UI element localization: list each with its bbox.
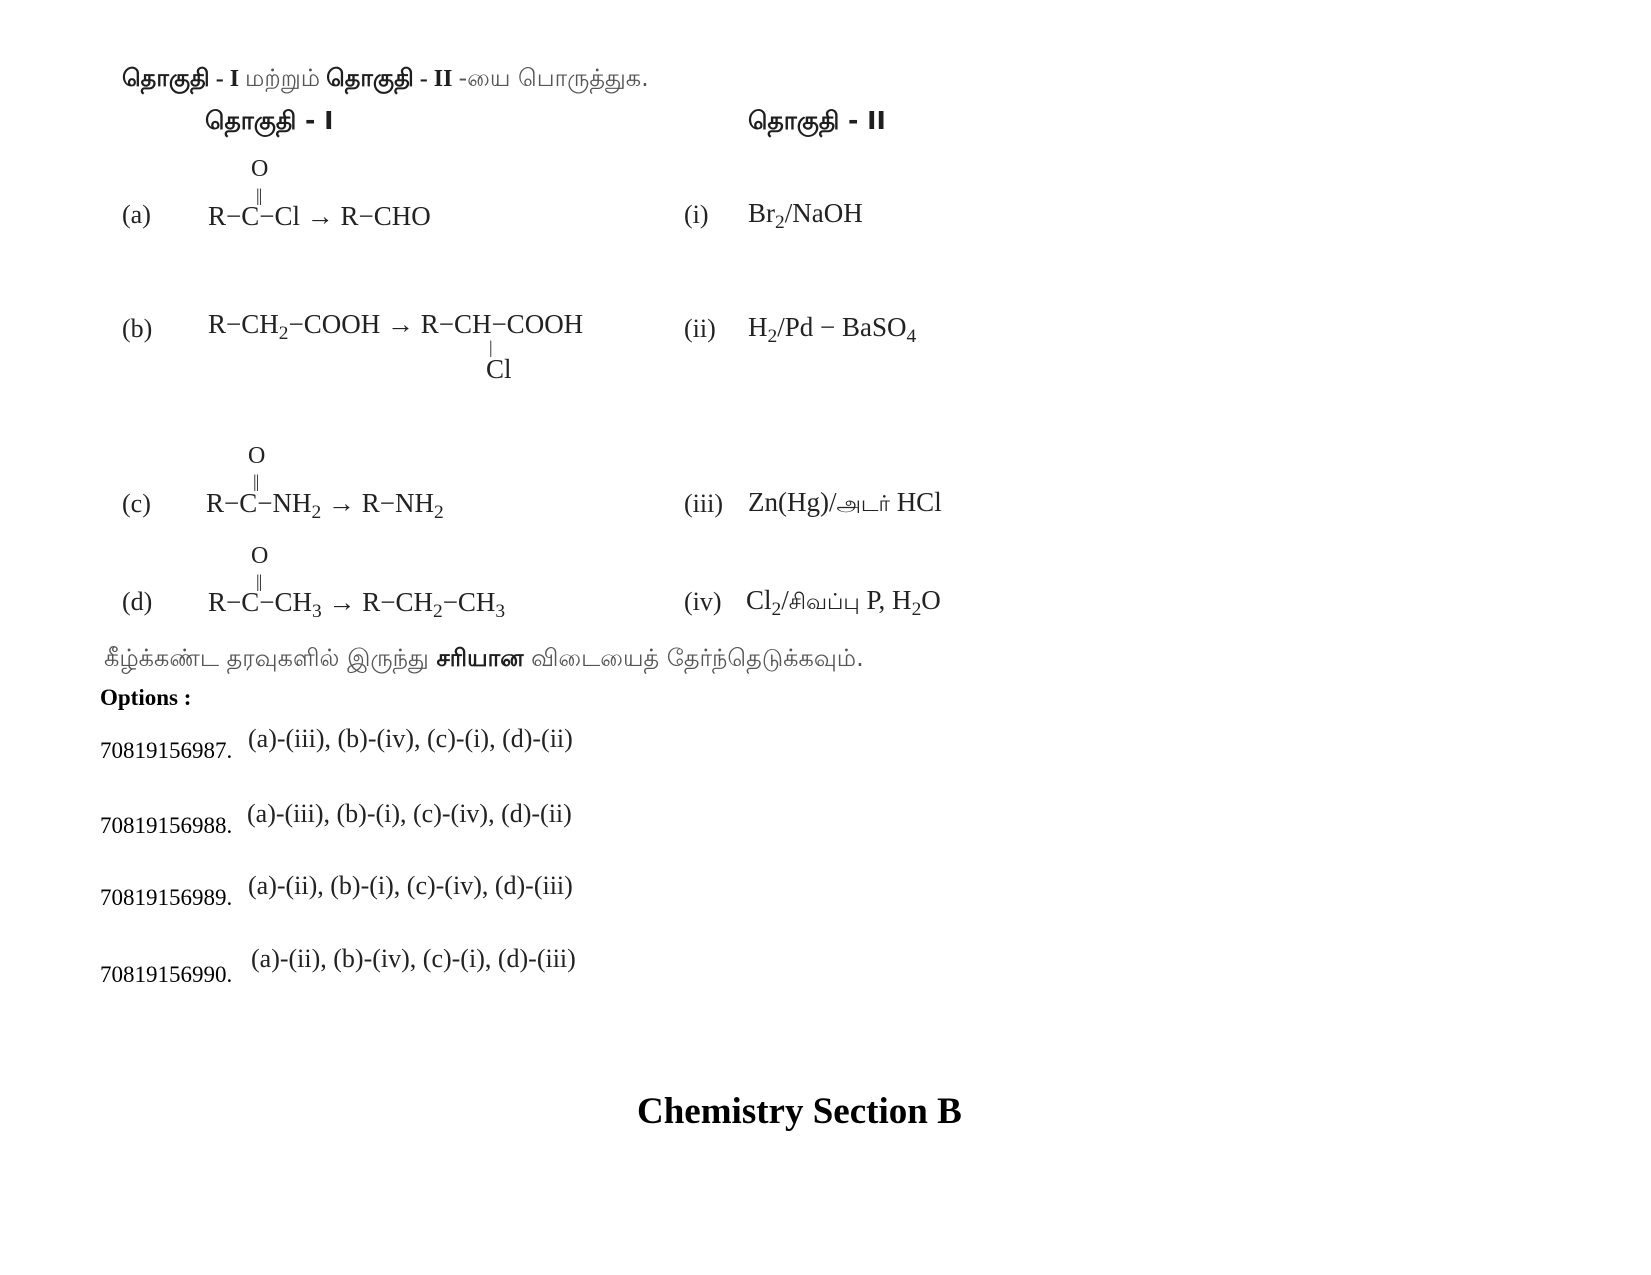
option-1-text[interactable]: (a)-(iii), (b)-(iv), (c)-(i), (d)-(ii) [248, 724, 573, 753]
row-d-label: (d) [122, 587, 153, 616]
row-b-single-bond: | [489, 337, 493, 357]
row-b-substituent: Cl [486, 354, 512, 384]
reagent-iii: Zn(Hg)/அடர் HCl [748, 487, 942, 517]
row-a-reaction: R−C−Cl → R−CHO [208, 201, 431, 231]
row-c-oxygen: O [248, 443, 266, 469]
options-title: Options : [100, 685, 192, 710]
column2-title: தொகுதி - II [748, 106, 886, 135]
reagent-iv: $Cl_2/சிவப்பு$ P, $H_2O$ [746, 585, 941, 620]
question-heading [122, 64, 649, 95]
option-4-text[interactable]: (a)-(ii), (b)-(iv), (c)-(i), (d)-(iii) [251, 944, 576, 973]
reagent-ii-label: (ii) [684, 314, 716, 343]
heading-group1: தொகுதி [122, 64, 210, 92]
column1-title: தொகுதி - I [205, 106, 334, 135]
reagent-iii-label: (iii) [684, 489, 723, 518]
row-d-double-bond: || [256, 571, 262, 591]
heading-group2-numeral: - II [419, 66, 453, 92]
row-b-label: (b) [122, 314, 153, 343]
heading-conjunction: மற்றும் [245, 64, 321, 92]
reagent-i-label: (i) [684, 200, 709, 229]
heading-group2: தொகுதி [326, 64, 414, 92]
reagent-i: $Br_2$/NaOH [748, 198, 863, 233]
row-c-label: (c) [122, 489, 151, 518]
row-c-reaction: $R-C-NH_2 \to R-NH_2$ [206, 488, 444, 523]
heading-instruction: -யை பொருத்துக. [458, 64, 649, 92]
reagent-ii: $H_2/Pd$ − BaSO$_4$ [748, 312, 917, 347]
question-instruction: கீழ்க்கண்ட தரவுகளில் இருந்து சரியான விடையைத் தேர்ந்தெடுக்கவும். [104, 644, 864, 672]
row-b-reaction: $R-CH_2-COOH$ → R−CH−COOH [208, 309, 584, 344]
reagent-iv-label: (iv) [684, 587, 722, 616]
heading-group1-numeral: - I [215, 66, 240, 92]
row-a-label: (a) [122, 200, 151, 229]
section-title: Chemistry Section B [637, 1091, 962, 1132]
option-3-id: 70819156989. [100, 885, 233, 910]
option-3-text[interactable]: (a)-(ii), (b)-(i), (c)-(iv), (d)-(iii) [248, 871, 573, 900]
option-2-id: 70819156988. [100, 813, 233, 838]
row-a-double-bond: || [256, 185, 262, 205]
row-a-oxygen: O [251, 156, 269, 182]
option-2-text[interactable]: (a)-(iii), (b)-(i), (c)-(iv), (d)-(ii) [247, 799, 572, 828]
option-1-id: 70819156987. [100, 738, 233, 763]
row-d-reaction: $R-C-CH_3 \to R-CH_2-CH_3$ [208, 587, 506, 622]
row-c-double-bond: || [253, 471, 259, 491]
row-d-oxygen: O [251, 543, 269, 569]
option-4-id: 70819156990. [100, 962, 233, 987]
